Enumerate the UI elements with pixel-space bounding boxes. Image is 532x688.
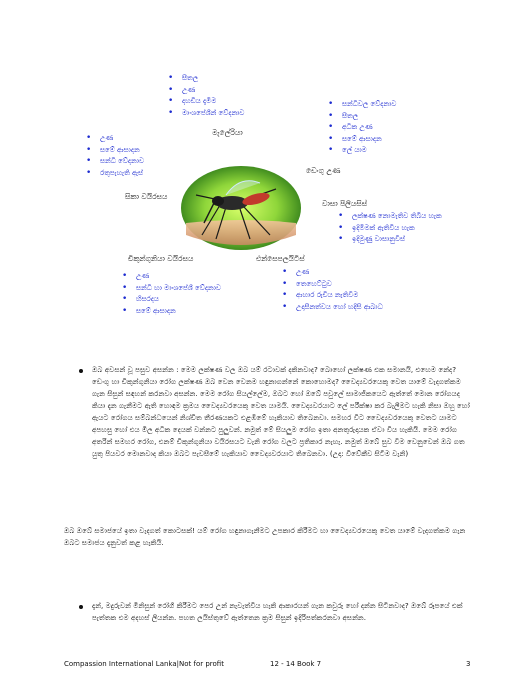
list-item: • ලේ යාම (328, 145, 396, 157)
malaria-label: මැලේරියා (212, 128, 243, 137)
encephalitis-symptom-list (282, 267, 383, 313)
bullet-icon (79, 369, 83, 373)
list-item: • ආහාර රුචිය නැතිවීම (282, 290, 383, 302)
filariasis-label: වාසා පිලියසිස් (322, 199, 368, 208)
list-item: • සන්ධි වේදනාව (86, 156, 144, 168)
chikungunya-symptom-list (122, 271, 221, 317)
list-item: • උණ (122, 271, 221, 283)
list-item: • සමේ ආසාදන (328, 134, 396, 146)
mosquito-image (180, 165, 302, 251)
list-item: • මාංශපේශීන් වේදනාව (168, 108, 244, 120)
list-item: • අධික උණ (328, 122, 396, 134)
right-symptom-list (328, 99, 396, 157)
list-item: • සීතල (168, 73, 244, 85)
list-item: • ඉදිමුණු වාසානුවීස් (338, 234, 442, 246)
malaria-symptom-list (168, 73, 244, 119)
chikungunya-label: චිකුන්ගුනියා වයිරසය (128, 254, 194, 263)
list-item: • සීතල (328, 111, 396, 123)
list-item: • හිසරදය (122, 294, 221, 306)
list-item: • ඉදිමීමක් ඇතිවිය හැක (338, 223, 442, 235)
page-number: 3 (466, 660, 471, 668)
list-item: • උණ (168, 85, 244, 97)
list-item: • සන්ධි හා මාංශපේශී වේදනාව (122, 283, 221, 295)
body-bullet-2: දැන්, මදුරුවන් මිනිසුන් රෝගී කිරීමට පෙර උන් නැවැත්විය හැකි ආකාරයන් ගැන කවුරු හෝ දන්න සිටිනවාද? ඔබේ රූපයේ එක් පැත්තක එම අදහස් ලියන්න. පහත ලයිස්තුවේ ඇත්තෙන ක්‍රම සිසුන් ඉදිරිපත්කරනවා අසන්න. (92, 601, 463, 622)
filariasis-symptom-list (338, 211, 442, 246)
footer-organization: Compassion International Lanka|Not for profit (64, 660, 224, 668)
list-item: • උණ (282, 267, 383, 279)
bullet-icon (79, 605, 83, 609)
zika-label: සිකා වයිරසය (125, 192, 168, 201)
body-paragraph-2: ඔබ ඔබේ සමාජයේ ඉතා වැදගත් කොටසක්! යම් රෝග හඳුනාගැනීමට උපකාර කිරීමට හා වෛද්‍යවරයෙකු වෙත යාමේ වැදගත්කම ගැන ඔබට සමාජය දැනුවත් කළ හැකියි. (64, 526, 466, 547)
dengue-label: ඩෙංගු උණ (306, 166, 341, 175)
list-item: • සමේ ආසාදන (86, 145, 144, 157)
footer-book: 12 - 14 Book 7 (270, 660, 322, 668)
list-item: • රතුපැහැති ඇස් (86, 168, 144, 180)
list-item: • තෙහෙට්ටුව (282, 279, 383, 291)
left-symptom-list (86, 133, 144, 179)
list-item: • උදාසීනත්වය හෝ හදිසි ආබාධ (282, 302, 383, 314)
list-item: • උණ (86, 133, 144, 145)
list-item: • සමේ ආසාදන (122, 306, 221, 318)
list-item: • ලක්ෂණ නොමැතිව තිබිය හැක (338, 211, 442, 223)
list-item: • දහඩිය දැමීම (168, 96, 244, 108)
encephalitis-label: එන්සෙපලයිටිස් (256, 254, 305, 263)
list-item: • සන්ධිවල වේදනාව (328, 99, 396, 111)
body-bullet-1: ඔබ අවසන් වූ පසුව අසන්න : මෙම ලක්ෂණ වල ඔබ යම් රටාවක් දකිනවාද? බොහෝ ලක්ෂණ එක සමානයි, එහෙම නේද? ඩෙංගු හා චිකුන්ගුනියා රෝග ලක්ෂණ ඔබ වෙන වෙනම හඳුනාගන්නේ කොහොමද? වෛද්‍යවරයෙකු වෙත යාමේ වැදගත්කම ගැන සිසුන් සඳහන් කරනවා අසන්න. මෙම රෝග සියල්ලේම, ඔබට හෝ ඔබේ පවුලේ සාමාජිකයෙට ඇත්තේ මොන රෝගයද කියා දැන ගැනීමට ඇති හොඳම ක්‍රමය වෛද්‍යවරයෙකු වෙත යාමයි. වෛද්‍යවරයාට ලේ පරීක්ෂා කර බැලීමට හැකි නිසා ඔහු හෝ ඇයට රෝගය සම්බන්ධයෙන් නිශ්චිත තීරණයකට එළඹීමේ හැකියාව තිබෙනවා. සමහර විට වෛද්‍යවරයෙකු වෙතට යාමට අපහසු හෝ එය මිල අධික දෙයක් වන්නට පුලුවන්. නමුත් මේ සියලුම රෝග ඉතා අනතුරුදායක ඒවා විය හැකියි. මෙම රෝග අතරින් සමහර රෝග, එනම් චිකුන්ගුනියා වයිරසයට වැනි රෝග වලට ප්‍රතිකාර නැහැ. නමුත් ඔබේ සුව වීම වෙනුවෙන් ඔබ ගත යුතු පියවර මොනවාද කියා ඔබට පැවසීමේ හැකියාව වෛද්‍යවරයාට තිබෙනවා. (උදා: විවේකීව සිටීම වැනි) (92, 365, 470, 458)
